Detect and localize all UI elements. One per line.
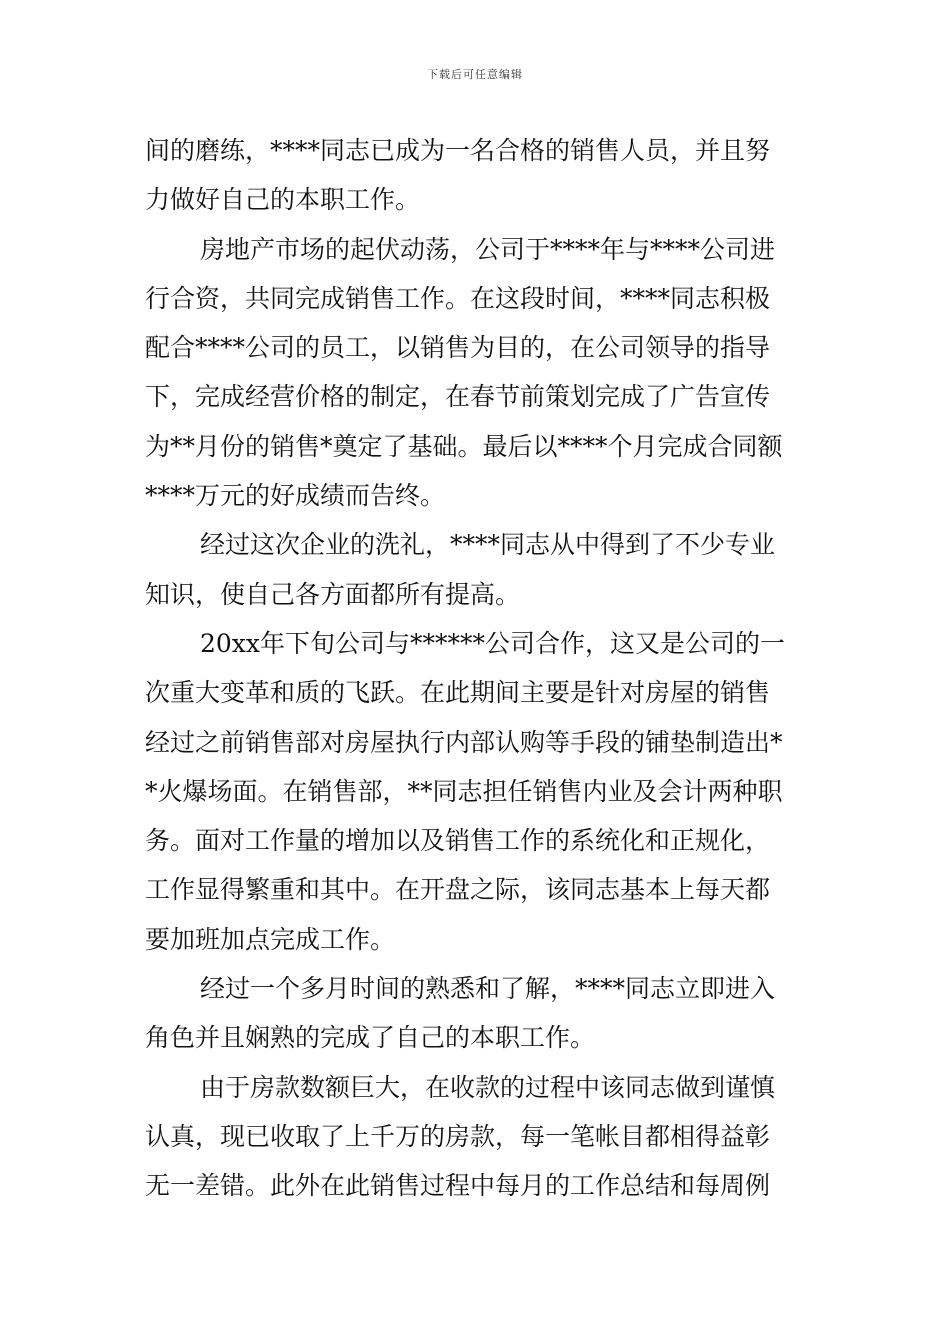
document-body (145, 126, 807, 1211)
text-line: ****万元的好成绩而告终。 (145, 481, 446, 511)
text-line: 认真，现已收取了上千万的房款，每一笔帐目都相得益彰 (145, 1121, 771, 1151)
text-line: 工作显得繁重和其中。在开盘之际，该同志基本上每天都 (145, 875, 771, 905)
text-line: 房地产市场的起伏动荡，公司于****年与****公司进 (200, 234, 776, 264)
text-line: 要加班加点完成工作。 (145, 924, 396, 954)
text-line: 下，完成经营价格的制定，在春节前策划完成了广告宣传 (145, 382, 771, 412)
text-line: 经过之前销售部对房屋执行内部认购等手段的铺垫制造出* (145, 727, 783, 757)
text-line: 知识，使自己各方面都所有提高。 (145, 579, 521, 609)
text-line: 次重大变革和质的飞跃。在此期间主要是针对房屋的销售 (145, 678, 771, 708)
text-line: 由于房款数额巨大，在收款的过程中该同志做到谨慎 (200, 1072, 776, 1102)
text-line: 行合资，共同完成销售工作。在这段时间，****同志积极 (145, 283, 771, 313)
text-line: *火爆场面。在销售部，**同志担任销售内业及会计两种职 (145, 776, 783, 806)
text-line: 经过这次企业的洗礼，****同志从中得到了不少专业 (200, 530, 776, 560)
text-line: 经过一个多月时间的熟悉和了解，****同志立即进入 (200, 974, 776, 1004)
text-line: 力做好自己的本职工作。 (145, 185, 421, 215)
text-line: 角色并且娴熟的完成了自己的本职工作。 (145, 1023, 596, 1053)
text-line: 20xx年下旬公司与******公司合作，这又是公司的一 (200, 628, 786, 658)
text-line: 务。面对工作量的增加以及销售工作的系统化和正规化， (145, 826, 771, 856)
text-line: 间的磨练，****同志已成为一名合格的销售人员，并且努 (145, 136, 771, 165)
text-line: 为**月份的销售*奠定了基础。最后以****个月完成合同额 (145, 431, 783, 461)
text-line: 无一差错。此外在此销售过程中每月的工作总结和每周例 (145, 1171, 771, 1201)
page-header: 下载后可任意编辑 (427, 68, 523, 81)
text-line: 配合****公司的员工，以销售为目的，在公司领导的指导 (145, 333, 771, 363)
